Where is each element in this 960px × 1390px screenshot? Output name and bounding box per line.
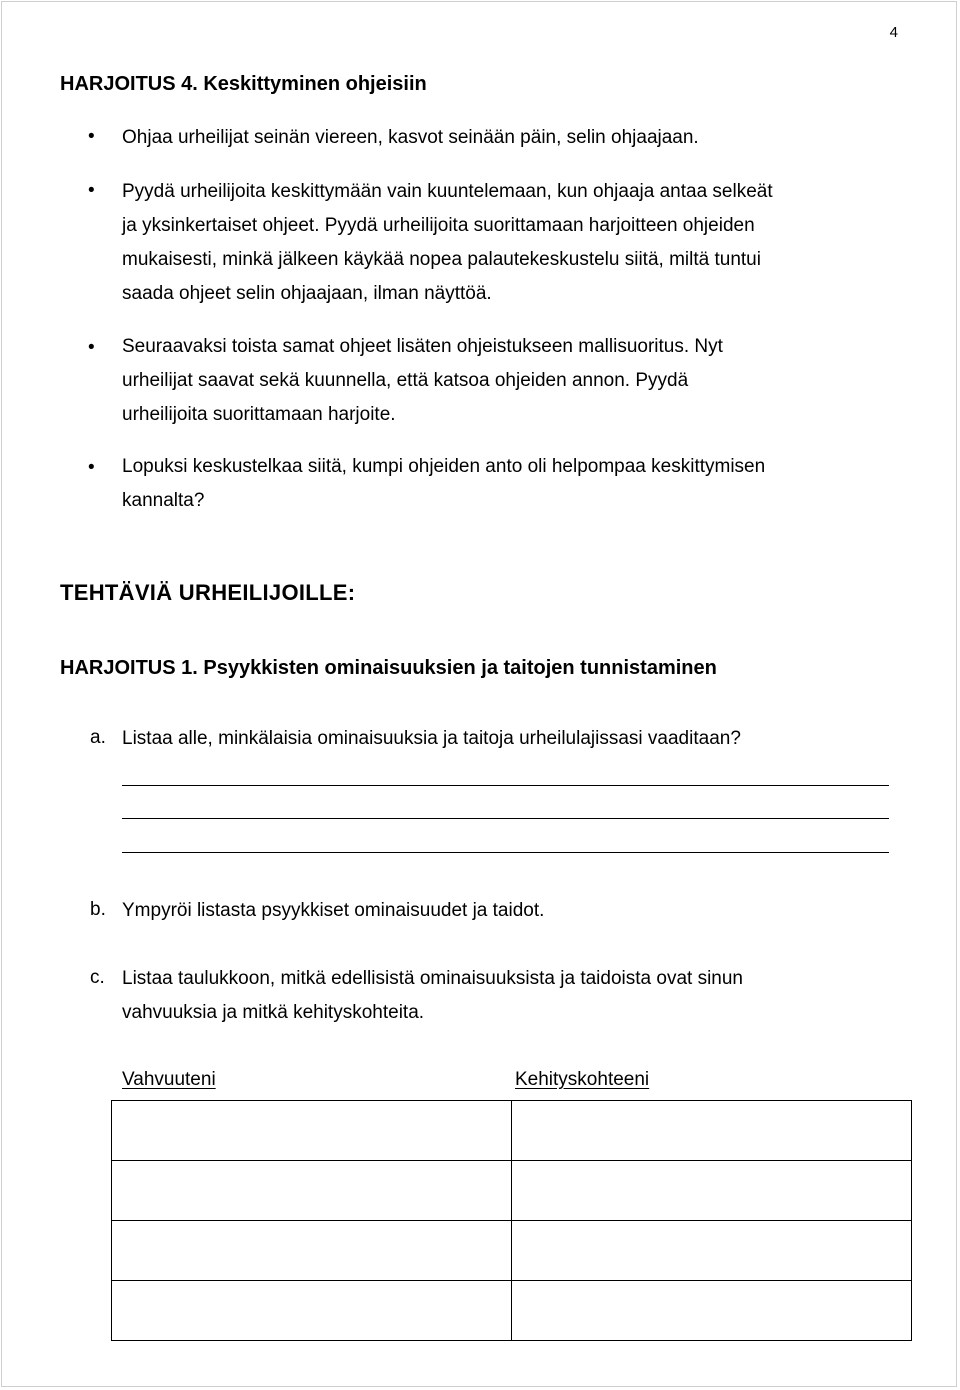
page-number: 4 (889, 24, 898, 41)
item-letter-b: b. (90, 899, 106, 920)
strength-cell[interactable] (112, 1161, 512, 1221)
exercise-4-heading: HARJOITUS 4. Keskittyminen ohjeisiin (60, 73, 427, 95)
text-line: mukaisesti, minkä jälkeen käykää nopea palautekeskustelu siitä, miltä tuntui (122, 249, 761, 270)
text-line: saada ohjeet selin ohjaajaan, ilman näyttöä. (122, 283, 492, 304)
item-c-text (122, 962, 743, 1030)
section-title: TEHTÄVIÄ URHEILIJOILLE: (60, 580, 356, 605)
column-header-strengths: Vahvuuteni (122, 1069, 216, 1090)
table-row (112, 1101, 912, 1161)
bullet-text (122, 450, 765, 518)
item-b-text: Ympyröi listasta psyykkiset ominaisuudet ja taidot. (122, 900, 545, 921)
bullet-symbol: • (88, 180, 95, 201)
answer-line[interactable] (122, 852, 889, 853)
table-row (112, 1161, 912, 1221)
column-header-development: Kehityskohteeni (515, 1069, 650, 1090)
table-row (112, 1281, 912, 1341)
strength-cell[interactable] (112, 1281, 512, 1341)
strength-cell[interactable] (112, 1221, 512, 1281)
bullet-symbol: • (88, 337, 95, 358)
bullet-text (122, 175, 773, 311)
strengths-table (111, 1100, 912, 1341)
text-line: Seuraavaksi toista samat ohjeet lisäten ohjeistukseen mallisuoritus. Nyt (122, 336, 723, 357)
development-cell[interactable] (512, 1221, 912, 1281)
bullet-text (122, 121, 699, 155)
text-line: Lopuksi keskustelkaa siitä, kumpi ohjeiden anto oli helpompaa keskittymisen (122, 456, 766, 477)
strength-cell[interactable] (112, 1101, 512, 1161)
development-cell[interactable] (512, 1161, 912, 1221)
answer-line[interactable] (122, 785, 889, 786)
text-line: Pyydä urheilijoita keskittymään vain kuuntelemaan, kun ohjaaja antaa selkeät (122, 181, 773, 202)
text-line: urheilijat saavat sekä kuunnella, että katsoa ohjeiden annon. Pyydä (122, 370, 689, 391)
text-line: urheilijoita suorittamaan harjoite. (122, 404, 396, 425)
table-row (112, 1221, 912, 1281)
item-a-text: Listaa alle, minkälaisia ominaisuuksia ja taitoja urheilulajissasi vaaditaan? (122, 728, 741, 749)
answer-line[interactable] (122, 818, 889, 819)
text-line: ja yksinkertaiset ohjeet. Pyydä urheilijoita suorittamaan harjoitteen ohjeiden (122, 215, 755, 236)
development-cell[interactable] (512, 1281, 912, 1341)
bullet-symbol: • (88, 457, 95, 478)
development-cell[interactable] (512, 1101, 912, 1161)
bullet-symbol: • (88, 126, 95, 147)
text-line: vahvuuksia ja mitkä kehityskohteita. (122, 1002, 425, 1023)
exercise-1-heading: HARJOITUS 1. Psyykkisten ominaisuuksien ja taitojen tunnistaminen (60, 657, 717, 679)
item-letter-a: a. (90, 727, 106, 748)
bullet-text (122, 330, 723, 432)
item-letter-c: c. (90, 967, 105, 988)
text-line: Ohjaa urheilijat seinän viereen, kasvot seinään päin, selin ohjaajaan. (122, 127, 699, 148)
text-line: kannalta? (122, 490, 205, 511)
text-line: Listaa taulukkoon, mitkä edellisistä ominaisuuksista ja taidoista ovat sinun (122, 968, 743, 989)
